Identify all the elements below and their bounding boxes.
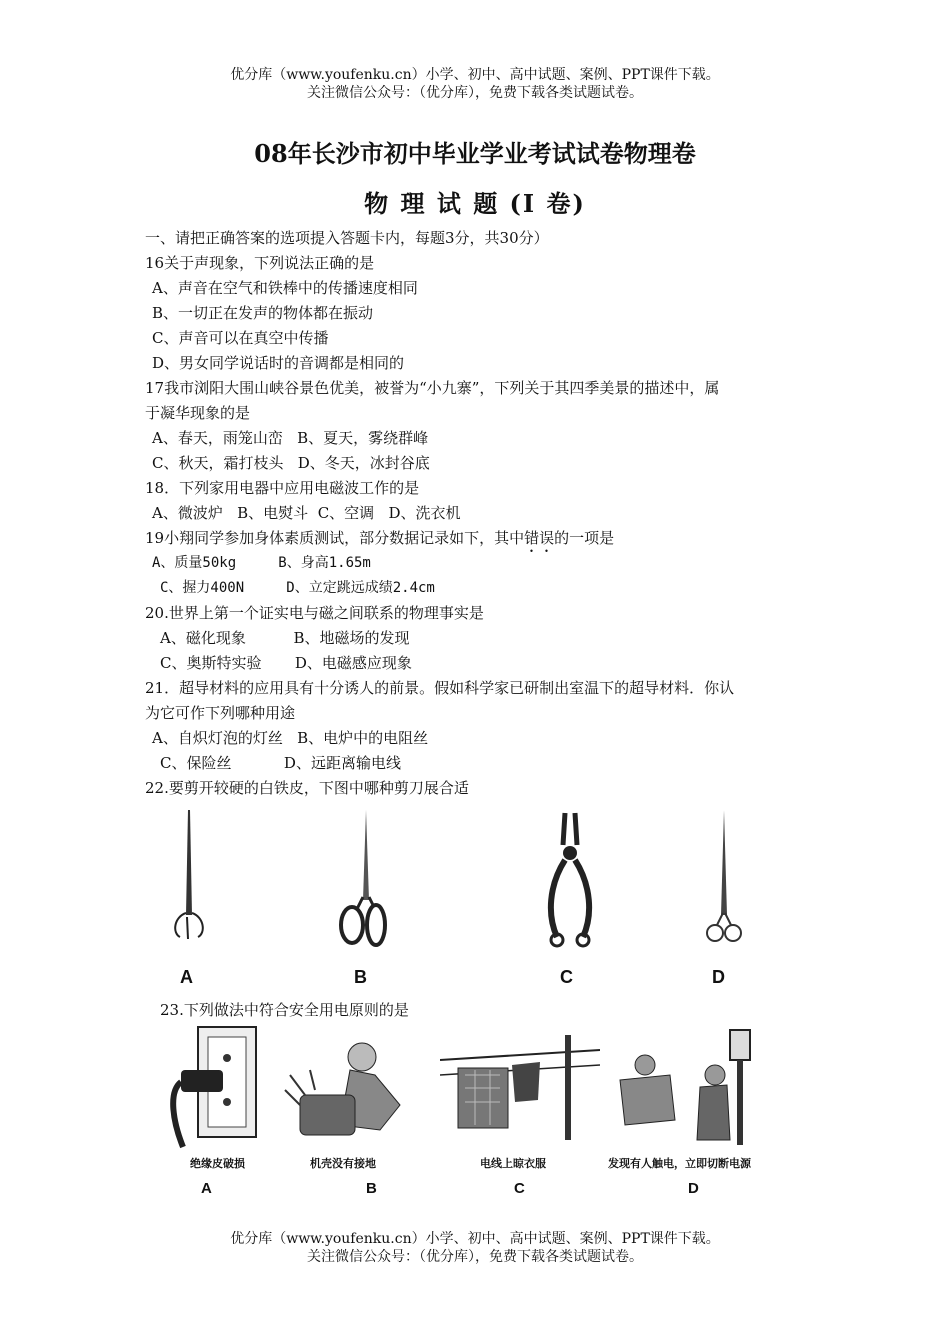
exam-title: 08年长沙市初中毕业学业考试试卷物理卷: [254, 139, 696, 168]
q23-caption-c: 电线上晾衣服: [480, 1157, 546, 1170]
q20-stem: 20.世界上第一个证实电与磁之间联系的物理事实是: [145, 604, 484, 622]
q16-option-c: C、声音可以在真空中传播: [152, 329, 329, 347]
tin-snips-c-image: [535, 805, 605, 955]
q17-stem-1: 17我市浏阳大围山峡谷景色优美，被誉为“小九寨”，下列关于其四季美景的描述中，属: [145, 379, 720, 397]
q23-label-c: C: [514, 1180, 525, 1197]
section-instruction: 一、请把正确答案的选项提入答题卡内，每题3分，共30分）: [145, 229, 549, 247]
q18-options: A、微波炉 B、电熨斗 C、空调 D、洗衣机: [152, 504, 461, 522]
q19-stem-post: 的一项是: [554, 529, 615, 547]
exam-subtitle: 物 理 试 题 (I 卷): [364, 189, 586, 218]
q16-stem: 16关于声现象，下列说法正确的是: [145, 254, 375, 272]
clothes-on-wire-image: [440, 1030, 600, 1145]
q22-label-c: C: [560, 967, 573, 987]
q20-options-ab: A、磁化现象 B、地磁场的发现: [160, 629, 410, 647]
scissors-d-image: [695, 805, 755, 955]
q16-option-b: B、一切正在发声的物体都在振动: [152, 304, 374, 322]
q19-stem-emphasis: 错误: [524, 529, 555, 547]
header-line-1: 优分库（www.youfenku.cn）小学、初中、高中试题、案例、PPT课件下载。: [230, 67, 720, 83]
scissors-a-image: [160, 805, 220, 955]
q22-label-a: A: [180, 967, 193, 987]
q17-options-ab: A、春天，雨笼山峦 B、夏天，雾绕群峰: [152, 429, 429, 447]
q21-options-cd: C、保险丝 D、远距离输电线: [160, 754, 401, 772]
footer-line-1: 优分库（www.youfenku.cn）小学、初中、高中试题、案例、PPT课件下载。: [230, 1231, 720, 1247]
q22-label-d: D: [712, 967, 725, 987]
q21-options-ab: A、自炽灯泡的灯丝 B、电炉中的电阻丝: [152, 729, 429, 747]
q23-label-b: B: [366, 1180, 377, 1197]
q21-stem-2: 为它可作下列哪种用途: [145, 704, 296, 722]
q17-stem-2: 于凝华现象的是: [145, 404, 251, 422]
footer-line-2: 关注微信公众号：（优分库），免费下载各类试题试卷。: [307, 1249, 643, 1265]
q23-caption-b: 机壳没有接地: [310, 1157, 376, 1170]
q21-stem-1: 21．超导材料的应用具有十分诱人的前景。假如科学家已研制出室温下的超导材料．你认: [145, 679, 735, 697]
header-line-2: 关注微信公众号：（优分库），免费下载各类试题试卷。: [307, 85, 643, 101]
q23-label-d: D: [688, 1180, 699, 1197]
q23-stem: 23.下列做法中符合安全用电原则的是: [160, 1001, 409, 1019]
q16-option-d: D、男女同学说话时的音调都是相同的: [152, 354, 405, 372]
q23-label-a: A: [201, 1180, 212, 1197]
rescue-scene-image: [605, 1025, 770, 1150]
outlet-image: [163, 1022, 263, 1152]
q18-stem: 18．下列家用电器中应用电磁波工作的是: [145, 479, 420, 497]
q19-options-ab: A、质量50kg B、身高1.65m: [152, 555, 371, 571]
q23-caption-a: 绝缘皮破损: [190, 1157, 245, 1170]
q16-option-a: A、声音在空气和铁棒中的传播速度相同: [152, 279, 418, 297]
q17-options-cd: C、秋天，霜打枝头 D、冬天，冰封谷底: [152, 454, 430, 472]
q19-options-cd: C、握力400N D、立定跳远成绩2.4cm: [160, 580, 435, 596]
q19-stem-pre: 19小翔同学参加身体素质测试，部分数据记录如下，其中: [145, 529, 525, 547]
q19-stem: [145, 528, 614, 556]
q23-caption-d: 发现有人触电，立即切断电源: [608, 1157, 751, 1170]
q22-stem: 22.要剪开较硬的白铁皮，下图中哪种剪刀展合适: [145, 779, 469, 797]
ungrounded-machine-image: [280, 1035, 440, 1145]
q20-options-cd: C、奥斯特实验 D、电磁感应现象: [160, 654, 412, 672]
scissors-b-image: [330, 805, 400, 955]
q22-label-b: B: [354, 967, 367, 987]
